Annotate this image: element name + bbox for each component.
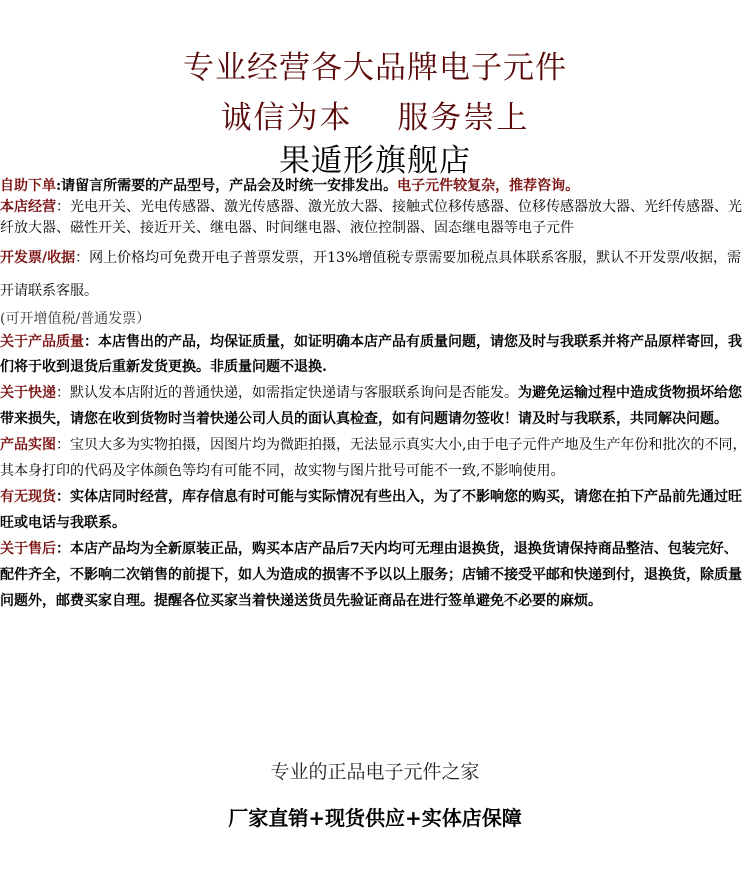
invoice-text: ：网上价格均可免费开电子普票发票，开13%增值税专票需要加税点具体联系客服，默认不开发票/收据，需开请联系客服。 (0, 250, 741, 299)
footer-tagline: 专业的正品电子元件之家 (270, 761, 480, 783)
slogan-title: 专业经营各大品牌电子元件 (183, 50, 567, 86)
photos-paragraph (0, 432, 748, 484)
scope-text: ：光电开关、光电传感器、激光传感器、激光放大器、接触式位移传感器、位移传感器放大器、光纤传感器、光纤放大器、磁性开关、接近开关、继电器、时间继电器、液位控制器、固态继电器等电子元件 (0, 199, 742, 236)
help-text: :请留言所需要的产品型号，产品会及时统一安排发出。 (56, 178, 398, 194)
invoice-label: 开发票/收据 (0, 250, 76, 266)
help-emphasis: 电子元件较复杂，推荐咨询。 (397, 178, 580, 194)
footer-guarantee: 厂家直销+现货供应+实体店保障 (228, 806, 522, 830)
aftersale-label: 关于售后 (0, 541, 56, 557)
quality-paragraph (0, 330, 748, 380)
aftersale-paragraph (0, 536, 748, 614)
invoice-paragraph (0, 242, 748, 308)
invoice-note: (可开增值税/普通发票） (0, 311, 151, 327)
stock-label: 有无现货 (0, 489, 56, 505)
scope-paragraph (0, 197, 748, 239)
quality-text: ：本店售出的产品，均保证质量，如证明确本店产品有质量问题，请您及时与我联系并将产品原样寄回，我们将于收到退货后重新发货更换。非质量问题不退换. (0, 334, 742, 375)
stock-paragraph (0, 484, 748, 536)
help-label: 自助下单 (0, 178, 56, 194)
express-emphasis: 为避免运输过程中造成货物损坏给您带来损失，请您在收到货物时当着快递公司人员的面认真检查，如有问题请勿签收！请及时与我联系，共同解决问题。 (0, 385, 742, 427)
express-label: 关于快递 (0, 385, 56, 401)
help-paragraph (0, 176, 748, 197)
photos-label: 产品实图 (0, 437, 56, 453)
store-name: 果遁形旗舰店 (279, 143, 471, 179)
store-policy-text (0, 176, 748, 614)
slogan-subtitle: 诚信为本 服务崇上 (220, 100, 530, 136)
quality-label: 关于产品质量 (0, 334, 84, 350)
photos-text: ：宝贝大多为实物拍摄，因图片均为微距拍摄，无法显示真实大小,由于电子元件产地及生产年份和批次的不同，其本身打印的代码及字体颜色等均有可能不同，故实物与图片批号可能不一致,不影响使用。 (0, 437, 747, 479)
scope-label: 本店经营 (0, 199, 56, 215)
express-text: ：默认发本店附近的普通快递，如需指定快递请与客服联系询问是否能发。 (56, 385, 518, 401)
aftersale-text: ：本店产品均为全新原装正品，购买本店产品后7天内均可无理由退换货，退换货请保持商品整洁、包装完好、配件齐全，不影响二次销售的前提下，如人为造成的损害不予以以上服务；店铺不接受平邮和快递到付，退换货，除质量问题外，邮费买家自理。提醒各位买家当着快递送货员先验证商品在进行签单避免不必要的麻烦。 (0, 541, 742, 609)
express-paragraph (0, 380, 748, 432)
stock-text: ：实体店同时经营，库存信息有时可能与实际情况有些出入，为了不影响您的购买，请您在拍下产品前先通过旺旺或电话与我联系。 (0, 489, 742, 531)
